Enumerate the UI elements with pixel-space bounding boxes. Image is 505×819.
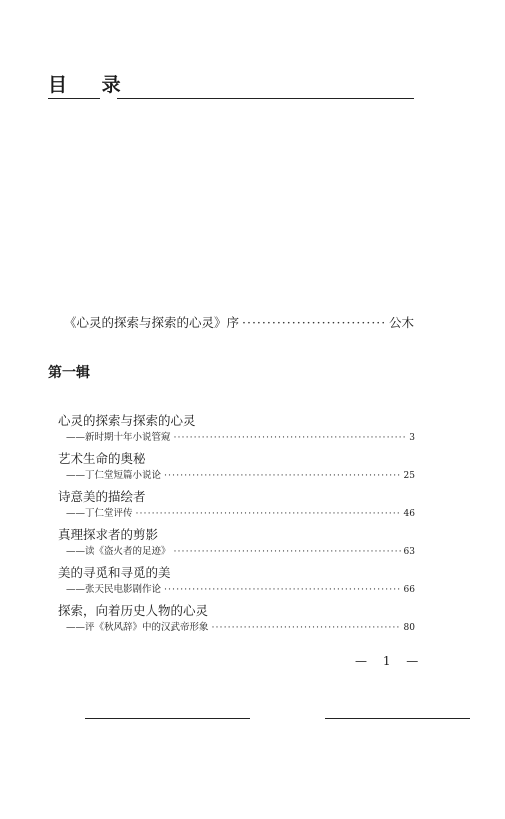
- toc-list: [58, 412, 415, 640]
- entry-title: 诗意美的描绘者: [58, 489, 146, 504]
- entry-subtitle: 读《盗火者的足迹》: [85, 546, 171, 557]
- leader-dots: [174, 430, 407, 446]
- toc-entry[interactable]: [58, 488, 415, 522]
- preface-entry[interactable]: [64, 313, 414, 331]
- leader-dots: [136, 506, 401, 522]
- title-underline-long: [117, 98, 414, 99]
- bottom-rule-right: [325, 718, 470, 719]
- section-heading: 第一辑: [48, 365, 90, 381]
- entry-page-number: 46: [403, 509, 415, 519]
- entry-page-number: 25: [403, 471, 415, 481]
- entry-subtitle-row: [58, 582, 415, 598]
- entry-title: 探索，向着历史人物的心灵: [58, 603, 209, 618]
- page-title: 目 录: [48, 74, 135, 96]
- entry-page-number: 80: [403, 623, 415, 633]
- entry-subtitle-row: [58, 620, 415, 636]
- entry-subtitle: 评《秋风辞》中的汉武帝形象: [85, 622, 209, 633]
- leader-dots: [164, 468, 401, 484]
- title-underline-short: [48, 98, 100, 99]
- entry-dash: ——: [66, 508, 85, 519]
- entry-page-number: 3: [409, 433, 415, 443]
- entry-dash: ——: [66, 432, 85, 443]
- entry-dash: ——: [66, 470, 85, 481]
- entry-title: 心灵的探索与探索的心灵: [58, 413, 196, 428]
- leader-dots: [164, 582, 401, 598]
- toc-entry[interactable]: [58, 564, 415, 598]
- preface-author: 公木: [388, 315, 414, 330]
- entry-dash: ——: [66, 546, 85, 557]
- toc-entry[interactable]: [58, 412, 415, 446]
- entry-subtitle-row: [58, 544, 415, 560]
- entry-subtitle-row: [58, 506, 415, 522]
- entry-title: 美的寻觅和寻觅的美: [58, 565, 171, 580]
- entry-subtitle: 丁仁堂评传: [85, 508, 133, 519]
- toc-entry[interactable]: [58, 450, 415, 484]
- entry-title: 真理探求者的剪影: [58, 527, 159, 542]
- entry-dash: ——: [66, 584, 85, 595]
- bottom-rule-left: [85, 718, 250, 719]
- preface-title: 《心灵的探索与探索的心灵》序: [64, 315, 240, 330]
- entry-subtitle-row: [58, 430, 415, 446]
- entry-subtitle-row: [58, 468, 415, 484]
- toc-entry[interactable]: [58, 602, 415, 636]
- leader-dots: [242, 315, 386, 330]
- entry-title: 艺术生命的奥秘: [58, 451, 146, 466]
- toc-entry[interactable]: [58, 526, 415, 560]
- leader-dots: [212, 620, 401, 636]
- entry-subtitle: 新时期十年小说管窥: [85, 432, 171, 443]
- entry-subtitle: 丁仁堂短篇小说论: [85, 470, 162, 481]
- entry-page-number: 63: [403, 547, 415, 557]
- page-number-footer: — 1 —: [355, 654, 425, 668]
- entry-page-number: 66: [403, 585, 415, 595]
- leader-dots: [174, 544, 401, 560]
- entry-subtitle: 张天民电影剧作论: [85, 584, 162, 595]
- entry-dash: ——: [66, 622, 85, 633]
